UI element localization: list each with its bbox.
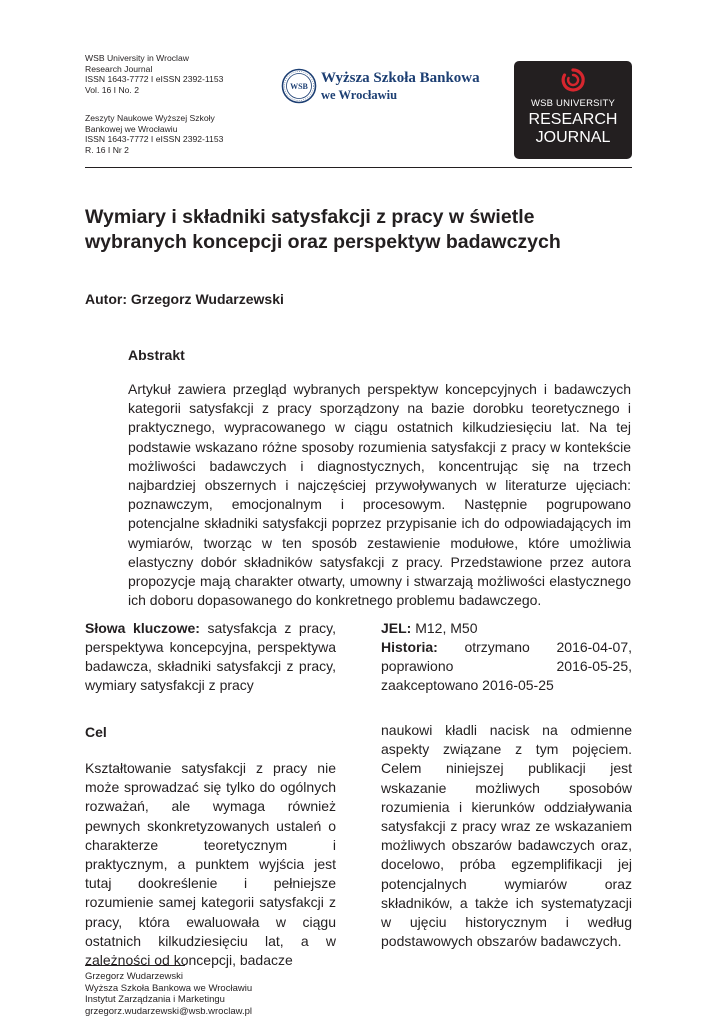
journal-badge-line: JOURNAL: [535, 129, 611, 146]
meta-line: Research Journal: [85, 63, 153, 74]
meta-line: R. 16 I Nr 2: [85, 144, 129, 155]
seal-letters: WSB: [290, 82, 308, 91]
meta-line: ISSN 1643-7772 I eISSN 2392-1153: [85, 74, 224, 85]
footer-line: Wyższa Szkoła Bankowa we Wrocławiu: [85, 982, 253, 994]
keywords-label: Słowa kluczowe:: [85, 620, 200, 636]
journal-meta-english: [85, 53, 223, 95]
meta-line: ISSN 1643-7772 I eISSN 2392-1153: [85, 134, 224, 145]
author-affiliation-footer: [85, 971, 252, 1017]
abstract-text: Artykuł zawiera przegląd wybranych perspektyw koncepcyjnych i badawczych kategorii satysfakcji z pracy sporządzony na bazie dorobku teoretycznego i praktycznego, wypracowanego w ciągu ostatnich kilkudziesięciu lat. Na tej podstawie wskazano różne sposoby rozumienia satysfakcji z pracy w kontekście możliwości badawczych i diagnostycznych, koncentrując się na trzech najbardziej obszernych i najczęściej przywoływanych w literaturze ujęciach: poznawczym, emocjonalnym i procesowym. Następnie pogrupowano potencjalne składniki satysfakcji poprzez przypisanie ich do odpowiadających im wymiarów, tworząc w ten sposób zestawienie modułowe, które umożliwia elastyczny dobór składników satysfakcji z pracy. Przedstawione przez autora propozycje mają charakter otwarty, umowny i stwarzają możliwości elastycznego ich doboru dopasowanego do konkretnego problemu badawczego.: [128, 381, 631, 609]
university-seal-icon: [281, 68, 317, 104]
header-divider: [85, 167, 632, 168]
journal-badge: [514, 61, 632, 159]
footnote-divider: [85, 965, 185, 966]
history-text: otrzymano 2016-04-07, poprawiono 2016-05-25, zaakceptowano 2016-05-25: [381, 639, 632, 693]
keywords-block: [85, 619, 336, 695]
journal-meta-polish: [85, 113, 223, 155]
abstract-heading: Abstrakt: [128, 347, 185, 363]
article-author: Autor: Grzegorz Wudarzewski: [85, 291, 284, 307]
section-heading: Cel: [85, 724, 107, 740]
keywords-text: satysfakcja z pracy, perspektywa koncepcyjna, perspektywa badawcza, składniki satysfakcji z pracy, wymiary satysfakcji z pracy: [85, 620, 336, 693]
meta-line: WSB University in Wroclaw: [85, 53, 189, 63]
body-column-right: naukowi kładli nacisk na odmienne aspekty związane z tym pojęciem. Celem niniejszej publikacji jest wskazanie możliwych sposobów rozumienia i kierunków oddziaływania satysfakcji z pracy wraz ze wskazaniem możliwych obszarów badawczych oraz, docelowo, próba egzemplifikacji jej potencjalnych wymiarów oraz składników, a także ich systematyzacji w ujęciu historycznym i według podstawowych obszarów badawczych.: [381, 722, 632, 950]
footer-line: Grzegorz Wudarzewski: [85, 971, 184, 982]
university-name: Wyższa Szkoła Bankowa: [321, 70, 480, 86]
journal-badge-line: WSB UNIVERSITY: [530, 98, 616, 109]
footer-email[interactable]: grzegorz.wudarzewski@wsb.wroclaw.pl: [85, 1005, 252, 1017]
university-logo: [281, 68, 491, 108]
history-label: Historia:: [381, 639, 438, 655]
article-title: Wymiary i składniki satysfakcji z pracy w świetle wybranych koncepcji oraz perspektyw badawczych: [85, 206, 561, 253]
university-city: we Wrocławiu: [321, 88, 398, 102]
jel-line: [381, 619, 632, 638]
jel-codes: M12, M50: [415, 620, 478, 636]
meta-line: Zeszyty Naukowe Wyższej Szkoły: [85, 113, 215, 123]
journal-badge-line: RESEARCH: [528, 111, 618, 128]
jel-history-block: [381, 619, 632, 695]
footer-line: Instytut Zarządzania i Marketingu: [85, 994, 225, 1005]
body-column-left: Kształtowanie satysfakcji z pracy nie może sprowadzać się tylko do ogólnych rozważań, ale wymaga również pewnych skonkretyzowanych ustaleń o charakterze teoretycznym i praktycznym, a punktem wyjścia jest tutaj dookreślenie i pełniejsze rozumienie samej kategorii satysfakcji z pracy, która ewaluowała w ciągu ostatnich kilkudziesięciu lat, a w zależności od koncepcji, badacze: [85, 760, 336, 969]
history-line: [381, 638, 632, 695]
jel-label: JEL:: [381, 620, 412, 636]
meta-line: Vol. 16 I No. 2: [85, 84, 139, 95]
meta-line: Bankowej we Wrocławiu: [85, 123, 178, 134]
red-swirl-icon: [560, 67, 586, 93]
